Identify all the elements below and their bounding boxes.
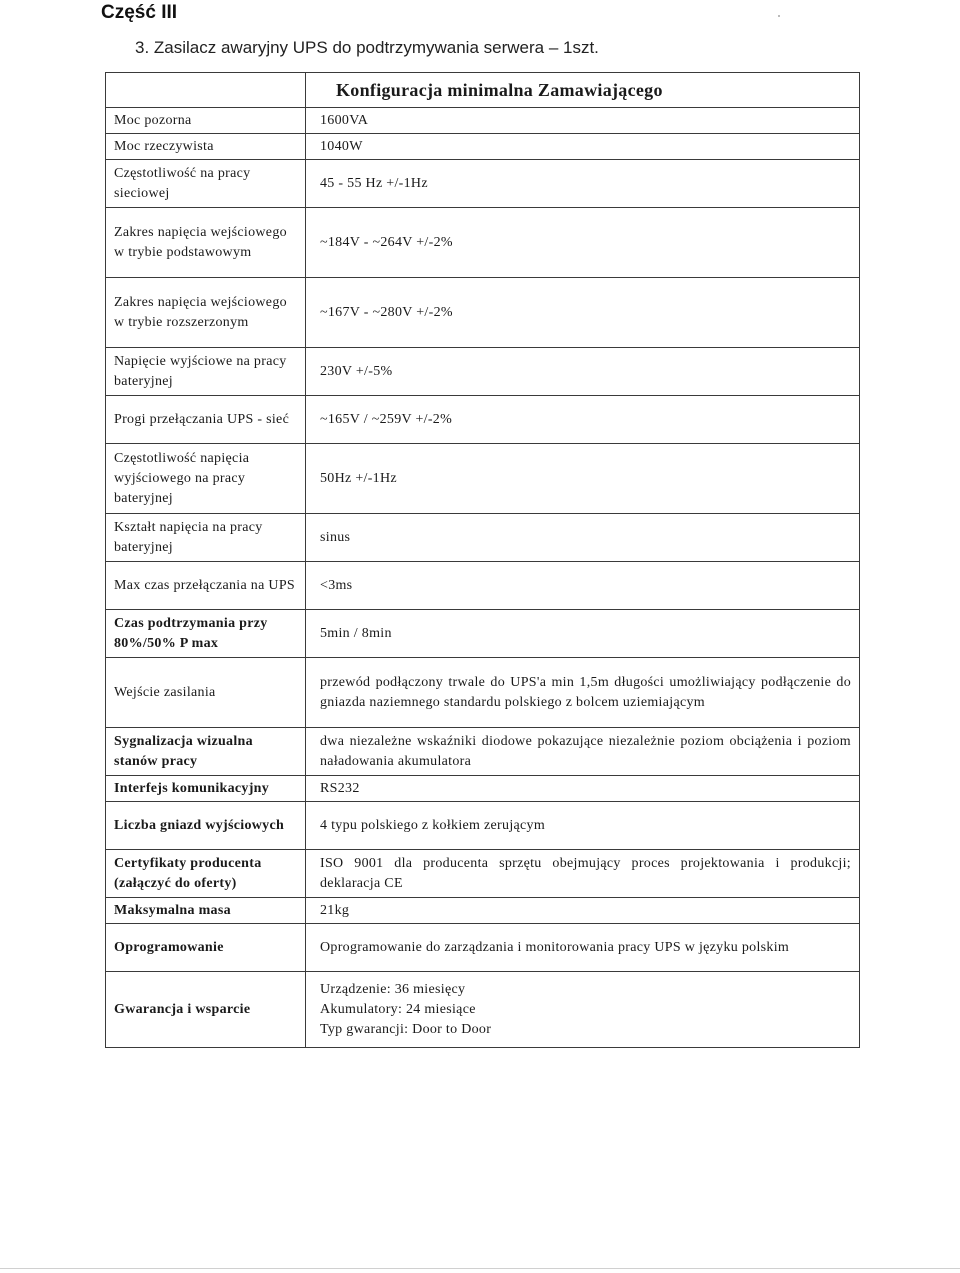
row-label: Częstotliwość na pracy sieciowej — [106, 160, 306, 208]
value-line: 230V +/-5% — [320, 363, 393, 379]
part-title: Część III — [101, 2, 178, 23]
row-label: Liczba gniazd wyjściowych — [106, 802, 306, 850]
row-value — [306, 610, 860, 658]
table-row — [106, 610, 860, 658]
table-row — [106, 208, 860, 278]
table-row — [106, 444, 860, 514]
value-line: 5min / 8min — [320, 625, 392, 641]
value-line: 45 - 55 Hz +/-1Hz — [320, 175, 428, 191]
row-value — [306, 658, 860, 728]
value-line: ~184V - ~264V +/-2% — [320, 234, 453, 250]
table-row — [106, 160, 860, 208]
row-label: Moc pozorna — [106, 108, 306, 134]
table-row — [106, 924, 860, 972]
table-row — [106, 108, 860, 134]
table-row — [106, 134, 860, 160]
row-label: Maksymalna masa — [106, 898, 306, 924]
table-header-row — [106, 73, 860, 108]
value-line: Urządzenie: 36 miesięcy — [320, 981, 466, 997]
value-line: dwa niezależne wskaźniki diodowe pokazujące niezależnie poziom obciążenia i poziom naładowania akumulatora — [320, 733, 851, 769]
value-line: ISO 9001 dla producenta sprzętu obejmujący proces projektowania i produkcji; deklaracja CE — [320, 855, 851, 891]
row-value — [306, 972, 860, 1048]
value-line: RS232 — [320, 780, 360, 796]
row-value — [306, 444, 860, 514]
table-row — [106, 514, 860, 562]
row-label: Certyfikaty producenta (załączyć do oferty) — [106, 850, 306, 898]
row-label: Sygnalizacja wizualna stanów pracy — [106, 728, 306, 776]
row-value — [306, 562, 860, 610]
row-value — [306, 348, 860, 396]
value-line: przewód podłączony trwale do UPS'a min 1,5m długości umożliwiający podłączenie do gniazda naziemnego standardu polskiego z bolcem uziemiającym — [320, 674, 851, 710]
row-label: Moc rzeczywista — [106, 134, 306, 160]
row-label: Częstotliwość napięcia wyjściowego na pracy bateryjnej — [106, 444, 306, 514]
row-value — [306, 776, 860, 802]
value-line: 1040W — [320, 138, 363, 154]
table-row — [106, 396, 860, 444]
bottom-rule — [0, 1268, 960, 1269]
table-header: Konfiguracja minimalna Zamawiającego — [306, 73, 860, 108]
table-row — [106, 850, 860, 898]
row-value — [306, 924, 860, 972]
value-line: 4 typu polskiego z kołkiem zerującym — [320, 817, 546, 833]
table-row — [106, 658, 860, 728]
row-label: Interfejs komunikacyjny — [106, 776, 306, 802]
row-label: Napięcie wyjściowe na pracy bateryjnej — [106, 348, 306, 396]
row-value — [306, 134, 860, 160]
table-row — [106, 348, 860, 396]
table-row — [106, 562, 860, 610]
value-line: Akumulatory: 24 miesiące — [320, 1001, 476, 1017]
row-value — [306, 850, 860, 898]
table-row — [106, 776, 860, 802]
value-line: 21kg — [320, 902, 350, 918]
table-row — [106, 972, 860, 1048]
section-title: 3. Zasilacz awaryjny UPS do podtrzymywania serwera – 1szt. — [135, 38, 599, 57]
row-value — [306, 898, 860, 924]
value-line: <3ms — [320, 577, 353, 593]
row-label: Czas podtrzymania przy 80%/50% P max — [106, 610, 306, 658]
row-label: Kształt napięcia na pracy bateryjnej — [106, 514, 306, 562]
scan-speck — [778, 15, 780, 17]
row-value — [306, 802, 860, 850]
row-value — [306, 160, 860, 208]
row-value — [306, 278, 860, 348]
row-value — [306, 728, 860, 776]
row-value — [306, 514, 860, 562]
row-label: Zakres napięcia wejściowego w trybie podstawowym — [106, 208, 306, 278]
table-row — [106, 278, 860, 348]
row-label: Wejście zasilania — [106, 658, 306, 728]
row-label: Oprogramowanie — [106, 924, 306, 972]
row-value — [306, 108, 860, 134]
value-line: ~165V / ~259V +/-2% — [320, 411, 453, 427]
row-value — [306, 208, 860, 278]
value-line: Typ gwarancji: Door to Door — [320, 1021, 492, 1037]
value-line: sinus — [320, 529, 351, 545]
table-row — [106, 728, 860, 776]
spec-table — [105, 72, 860, 1048]
value-line: 50Hz +/-1Hz — [320, 470, 397, 486]
value-line: 1600VA — [320, 112, 369, 128]
value-line: Oprogramowanie do zarządzania i monitorowania pracy UPS w języku polskim — [320, 939, 790, 955]
row-label: Zakres napięcia wejściowego w trybie rozszerzonym — [106, 278, 306, 348]
header-blank-cell — [106, 73, 306, 108]
row-value — [306, 396, 860, 444]
value-line: ~167V - ~280V +/-2% — [320, 304, 453, 320]
row-label: Max czas przełączania na UPS — [106, 562, 306, 610]
row-label: Progi przełączania UPS - sieć — [106, 396, 306, 444]
table-row — [106, 898, 860, 924]
row-label: Gwarancja i wsparcie — [106, 972, 306, 1048]
table-row — [106, 802, 860, 850]
